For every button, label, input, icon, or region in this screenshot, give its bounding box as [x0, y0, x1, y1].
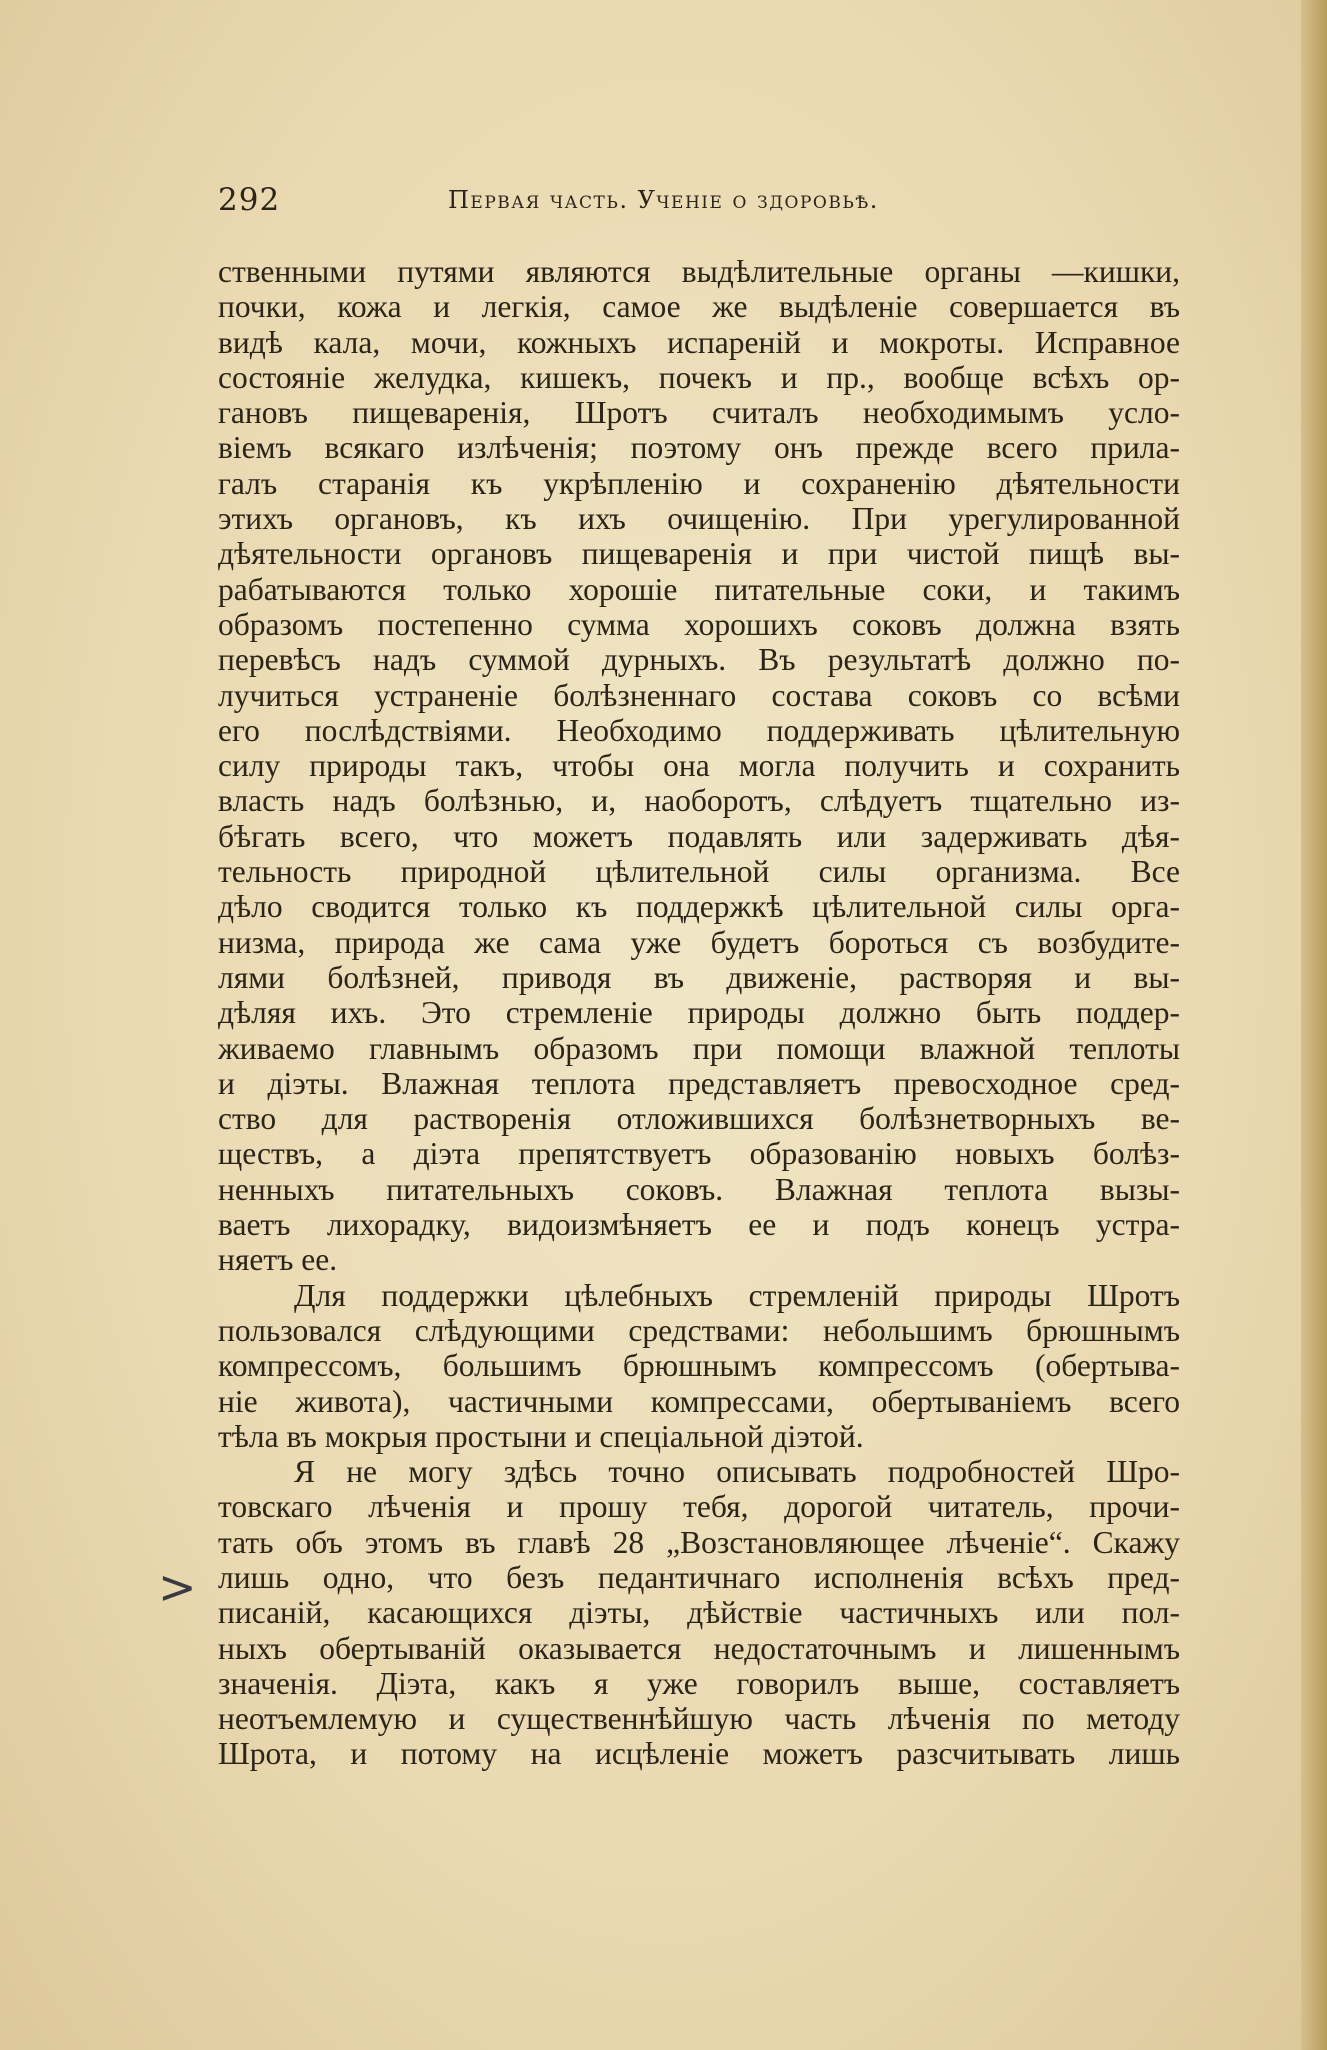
text-line: лучиться устраненіе болѣзненнаго состава соковъ со всѣми	[218, 677, 1180, 713]
text-line: пользовался слѣдующими средствами: небольшимъ брюшнымъ	[218, 1312, 1180, 1348]
text-line: Для поддержки цѣлебныхъ стремленій природы Шротъ	[294, 1277, 1180, 1313]
text-line: его послѣдствіями. Необходимо поддерживать цѣлительную	[218, 712, 1180, 748]
text-line: дѣло сводится только къ поддержкѣ цѣлительной силы орга-	[218, 889, 1180, 925]
text-line: лишь одно, что безъ педантичнаго исполненія всѣхъ пред-	[218, 1559, 1180, 1595]
text-line: компрессомъ, большимъ брюшнымъ компрессомъ (обертыва-	[218, 1348, 1180, 1384]
text-line: власть надъ болѣзнью, и, наоборотъ, слѣдуетъ тщательно из-	[218, 783, 1180, 819]
text-line: ществъ, а діэта препятствуетъ образованію новыхъ болѣз-	[218, 1136, 1180, 1172]
text-line: неотъемлемую и существеннѣйшую часть лѣченія по методу	[218, 1701, 1180, 1737]
running-title: Первая часть. Ученіе о здоровьѣ.	[448, 186, 879, 214]
text-line: состояніе желудка, кишекъ, почекъ и пр., вообще всѣхъ ор-	[218, 359, 1180, 395]
margin-mark: >	[158, 1560, 197, 1614]
text-line: видѣ кала, мочи, кожныхъ испареній и мокроты. Исправное	[218, 324, 1180, 360]
text-line: Я не могу здѣсь точно описывать подробностей Шро-	[294, 1454, 1180, 1490]
text-line: лями болѣзней, приводя въ движеніе, растворяя и вы-	[218, 959, 1180, 995]
text-line: тать объ этомъ въ главѣ 28 „Возстановляющее лѣченіе“. Скажу	[218, 1524, 1180, 1560]
text-line: низма, природа же сама уже будетъ бороться съ возбудите-	[218, 924, 1180, 960]
text-line: ство для растворенія отложившихся болѣзнетворныхъ ве-	[218, 1101, 1180, 1137]
text-line: ненныхъ питательныхъ соковъ. Влажная теплота вызы-	[218, 1171, 1180, 1207]
text-line: ныхъ обертываній оказывается недостаточнымъ и лишеннымъ	[218, 1630, 1180, 1666]
text-line: ственными путями являются выдѣлительные органы —кишки,	[218, 254, 1180, 289]
text-line: Шрота, и потому на исцѣленіе можетъ разсчитывать лишь	[218, 1736, 1180, 1772]
text-line: ніе живота), частичными компрессами, обертываніемъ всего	[218, 1383, 1180, 1419]
text-line: перевѣсъ надъ суммой дурныхъ. Въ результатѣ должно по-	[218, 642, 1180, 678]
text-line: гановъ пищеваренія, Шротъ считалъ необходимымъ усло-	[218, 395, 1180, 431]
text-line: рабатываются только хорошіе питательные соки, и такимъ	[218, 571, 1180, 607]
text-line: дѣляя ихъ. Это стремленіе природы должно быть поддер-	[218, 995, 1180, 1031]
text-line: товскаго лѣченія и прошу тебя, дорогой читатель, прочи-	[218, 1489, 1180, 1525]
page-edge	[1301, 0, 1327, 2050]
text-line: значенія. Діэта, какъ я уже говорилъ выше, составляетъ	[218, 1665, 1180, 1701]
text-line: писаній, касающихся діэты, дѣйствіе частичныхъ или пол-	[218, 1595, 1180, 1631]
body-text	[218, 254, 1180, 1772]
text-line: тельность природной цѣлительной силы организма. Все	[218, 854, 1180, 890]
text-line: галъ старанія къ укрѣпленію и сохраненію дѣятельности	[218, 465, 1180, 501]
text-line: этихъ органовъ, къ ихъ очищенію. При урегулированной	[218, 501, 1180, 537]
text-line: няетъ ее.	[218, 1242, 338, 1278]
text-line: тѣла въ мокрыя простыни и спеціальной діэтой.	[218, 1418, 864, 1454]
text-line: образомъ постепенно сумма хорошихъ соковъ должна взять	[218, 606, 1180, 642]
page-header	[218, 182, 1178, 222]
text-line: силу природы такъ, чтобы она могла получить и сохранить	[218, 748, 1180, 784]
text-line: бѣгать всего, что можетъ подавлять или задерживать дѣя-	[218, 818, 1180, 854]
text-line: віемъ всякаго излѣченія; поэтому онъ прежде всего прила-	[218, 430, 1180, 466]
text-line: живаемо главнымъ образомъ при помощи влажной теплоты	[218, 1030, 1180, 1066]
text-line: ваетъ лихорадку, видоизмѣняетъ ее и подъ конецъ устра-	[218, 1207, 1180, 1243]
text-line: дѣятельности органовъ пищеваренія и при чистой пищѣ вы-	[218, 536, 1180, 572]
text-line: и діэты. Влажная теплота представляетъ превосходное сред-	[218, 1065, 1180, 1101]
page-number: 292	[218, 182, 281, 218]
text-line: почки, кожа и легкія, самое же выдѣленіе совершается въ	[218, 289, 1180, 325]
